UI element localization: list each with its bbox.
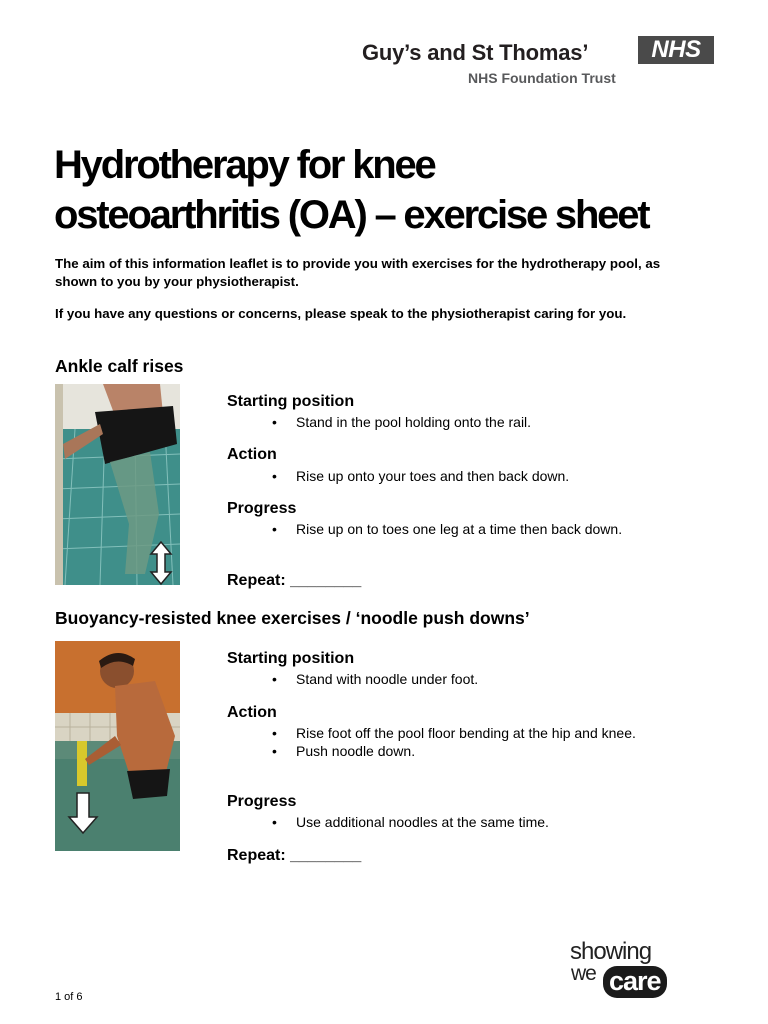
trust-name: Guy’s and St Thomas’ xyxy=(362,40,589,65)
page-title-line-1: Hydrotherapy for knee xyxy=(54,143,435,187)
repeat-field: Repeat: ________ xyxy=(227,847,362,864)
list-item: • Rise foot off the pool floor bending at the hip and knee. xyxy=(272,724,642,742)
action-list xyxy=(272,467,652,485)
action-list xyxy=(272,724,642,760)
progress-list xyxy=(272,520,632,538)
trust-subtitle: NHS Foundation Trust xyxy=(468,70,616,86)
repeat-field: Repeat: ________ xyxy=(227,572,362,589)
exercise-title-ankle-calf-rises: Ankle calf rises xyxy=(55,356,184,376)
action-heading: Action xyxy=(227,704,277,721)
starting-position-list xyxy=(272,413,652,431)
nhs-logo: NHS xyxy=(638,36,714,64)
intro-paragraph-aim: The aim of this information leaflet is to provide you with exercises for the hydrotherapy pool, as shown to you by your physiotherapist. xyxy=(55,256,661,289)
tagline-showing: showing xyxy=(570,938,652,965)
intro-paragraph-questions: If you have any questions or concerns, please speak to the physiotherapist caring for you. xyxy=(55,306,627,321)
exercise-title-noodle-push-downs: Buoyancy-resisted knee exercises / ‘noodle push downs’ xyxy=(55,608,530,628)
page-number: 1 of 6 xyxy=(55,991,83,1003)
page-title xyxy=(54,140,744,240)
starting-position-list xyxy=(272,670,652,688)
starting-position-heading: Starting position xyxy=(227,650,355,667)
progress-heading: Progress xyxy=(227,793,297,810)
noodle-push-down-photo xyxy=(55,641,180,851)
list-item: • Stand in the pool holding onto the rail. xyxy=(272,413,652,431)
list-item: • Rise up on to toes one leg at a time then back down. xyxy=(272,520,632,538)
list-item: • Use additional noodles at the same time. xyxy=(272,813,652,831)
starting-position-heading: Starting position xyxy=(227,393,355,410)
list-item: • Stand with noodle under foot. xyxy=(272,670,652,688)
tagline-we: we xyxy=(571,962,596,985)
page-title-line-2: osteoarthritis (OA) – exercise sheet xyxy=(54,193,649,237)
tagline-care: care xyxy=(603,966,667,998)
progress-heading: Progress xyxy=(227,500,297,517)
list-item: • Push noodle down. xyxy=(272,742,642,760)
action-heading: Action xyxy=(227,446,277,463)
ankle-calf-rise-photo xyxy=(55,384,180,585)
list-item: • Rise up onto your toes and then back down. xyxy=(272,467,652,485)
progress-list xyxy=(272,813,652,831)
